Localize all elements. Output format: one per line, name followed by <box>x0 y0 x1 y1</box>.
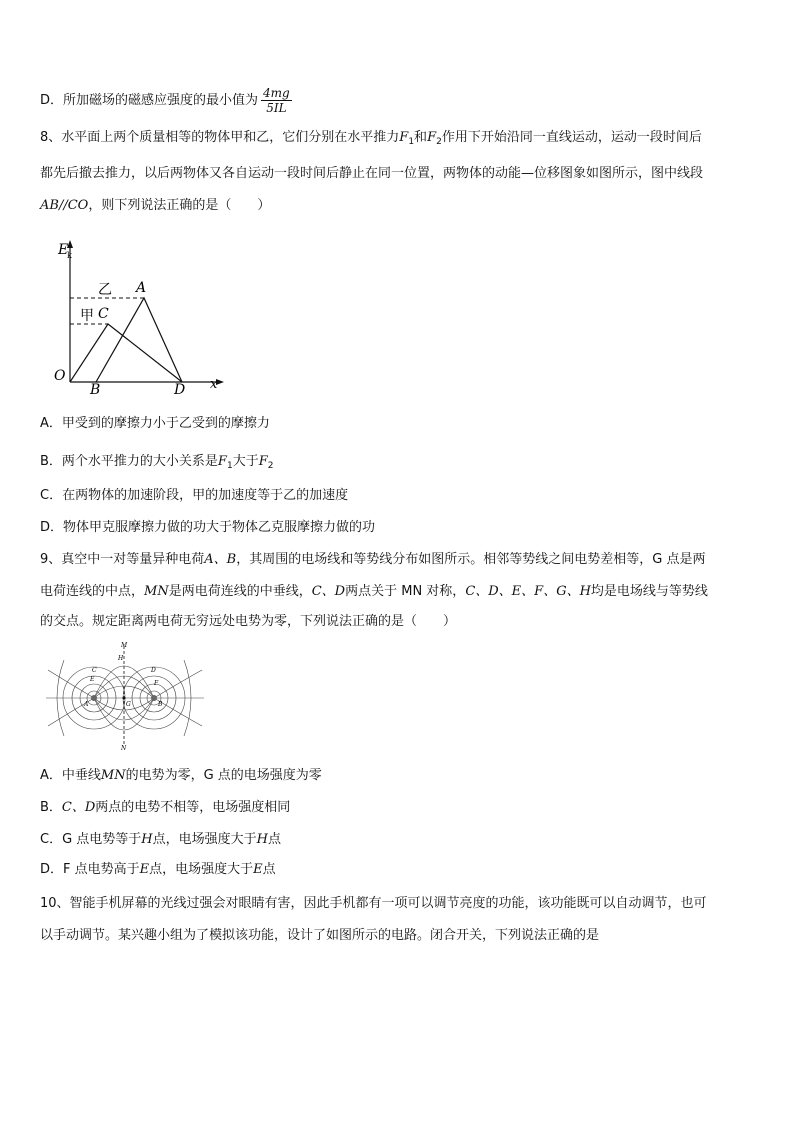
label-d: D <box>151 667 156 674</box>
q9-option-b <box>40 798 290 818</box>
point-d-label: D <box>174 382 186 396</box>
q8-option-d-text: D．物体甲克服摩擦力做的功大于物体乙克服摩擦力做的功 <box>40 520 376 535</box>
q8-stem-line2 <box>40 164 703 184</box>
q7-option-d <box>40 86 292 115</box>
line-yi <box>96 298 182 382</box>
label-jia: 甲 <box>80 308 94 324</box>
q9-stem-text: 是两电荷连线的中垂线， <box>168 584 312 599</box>
line-jia <box>70 324 182 382</box>
q9-cd-symbol: C、D <box>311 584 346 599</box>
label-c: C <box>92 667 97 674</box>
q9-stem-line2 <box>40 582 708 602</box>
q8-stem-text: 8、水平面上两个质量相等的物体甲和乙，它们分别在水平推力 <box>40 130 400 145</box>
q9-charges-symbol: A、B <box>204 552 237 567</box>
q9-option-c-text: 点，电场强度大于 <box>152 832 257 847</box>
q9-stem-text: 9、真空中一对等量异种电荷 <box>40 552 205 567</box>
q9-option-a-text: A．中垂线 <box>40 768 101 783</box>
label-f: F <box>154 680 159 687</box>
q9-mn-symbol: MN <box>100 768 126 783</box>
charge-b <box>151 695 157 701</box>
q9-option-c <box>40 830 281 850</box>
q9-option-d <box>40 860 276 880</box>
origin-label: O <box>54 368 66 384</box>
q9-points-symbol: C、D、E、F、G、H <box>465 584 591 599</box>
force-subscript: 2 <box>267 461 274 471</box>
q9-option-d-text: D．F 点电势高于 <box>40 862 140 877</box>
q9-option-b-text: B． <box>40 800 62 815</box>
q8-and-text: 和 <box>414 130 428 145</box>
q9-h-symbol: H <box>141 832 153 847</box>
q9-e-symbol: E <box>253 862 263 877</box>
charge-a <box>91 695 97 701</box>
q10-stem-text: 以手动调节。某兴趣小组为了模拟该功能，设计了如图所示的电路。闭合开关，下列说法正确的是 <box>40 928 600 943</box>
label-g: G <box>126 701 131 708</box>
q9-mn-symbol: MN <box>144 584 169 599</box>
point-a-label: A <box>136 280 147 296</box>
q8-option-d <box>40 518 375 538</box>
field-line <box>48 670 94 698</box>
q9-option-b-text: 两点的电势不相等，电场强度相同 <box>95 800 291 815</box>
q8-option-b <box>40 452 273 476</box>
q9-stem-text: 均是电场线与等势线 <box>590 584 708 599</box>
q9-h-symbol: H <box>256 832 268 847</box>
q9-stem-line3 <box>40 612 456 632</box>
point-b-label: B <box>90 382 101 396</box>
q9-stem-text: 两点关于 MN 对称， <box>345 584 466 599</box>
y-axis-label-subscript: k <box>67 251 72 260</box>
point-g <box>123 697 126 700</box>
q8-option-b-text: B．两个水平推力的大小关系是 <box>40 454 218 469</box>
q7-fraction-numerator: 4mg <box>263 86 290 100</box>
label-m: M <box>121 642 128 649</box>
force-subscript: 2 <box>436 137 442 147</box>
q9-stem-line1 <box>40 550 705 570</box>
q9-option-c-text: C．G 点电势等于 <box>40 832 142 847</box>
q8-stem-line1 <box>40 128 702 152</box>
kinetic-energy-displacement-graph <box>48 234 238 396</box>
q8-option-b-text: 大于 <box>232 454 259 469</box>
q9-cd-symbol: C、D <box>61 800 96 815</box>
point-c-label: C <box>98 306 109 322</box>
field-line <box>154 670 202 698</box>
label-a: A <box>84 701 89 708</box>
q8-stem-text: 作用下开始沿同一直线运动，运动一段时间后 <box>441 130 702 145</box>
q8-option-a-text: A．甲受到的摩擦力小于乙受到的摩擦力 <box>40 416 270 431</box>
q9-e-symbol: E <box>139 862 150 877</box>
force-symbol: F <box>217 454 227 469</box>
q9-stem-text: 电荷连线的中点， <box>40 584 145 599</box>
q9-option-a <box>40 766 322 786</box>
q10-stem-line2 <box>40 926 599 946</box>
q8-option-c <box>40 486 348 506</box>
q10-stem-text: 10、智能手机屏幕的光线过强会对眼睛有害，因此手机都有一项可以调节亮度的功能，该功能既可以自动调节，也可 <box>40 896 707 911</box>
q9-option-c-text: 点 <box>268 832 282 847</box>
q9-stem-text: 的交点。规定距离两电荷无穷远处电势为零，下列说法正确的是（ ） <box>40 614 457 629</box>
q10-stem-line1 <box>40 894 707 914</box>
q8-stem-line3 <box>40 196 270 216</box>
q8-option-a <box>40 414 270 434</box>
label-e: E <box>90 676 95 683</box>
q9-option-a-text: 的电势为零，G 点的电场强度为零 <box>125 768 322 783</box>
force-subscript: 1 <box>226 461 233 471</box>
electric-field-diagram <box>44 640 206 752</box>
x-axis-label: x <box>210 377 218 392</box>
q8-option-c-text: C．在两物体的加速阶段，甲的加速度等于乙的加速度 <box>40 488 349 503</box>
q9-option-d-text: 点，电场强度大于 <box>149 862 254 877</box>
force-symbol: F <box>258 454 268 469</box>
label-b: B <box>158 701 163 708</box>
label-yi: 乙 <box>98 282 112 298</box>
q8-stem-text: ，则下列说法正确的是（ ） <box>88 198 271 213</box>
force-subscript: 1 <box>408 137 415 147</box>
label-h: H <box>118 655 124 662</box>
y-axis-label: E <box>58 242 69 258</box>
force-symbol: F <box>427 130 437 145</box>
q8-stem-text: 都先后撤去推力，以后两物体又各自运动一段时间后静止在同一位置，两物体的动能—位移图象如图所示，图中线段 <box>40 166 704 181</box>
q8-parallel-expression: AB//CO <box>40 198 89 213</box>
label-n: N <box>121 745 127 752</box>
force-symbol: F <box>399 130 409 145</box>
q7-option-d-text: D．所加磁场的磁感应强度的最小值为 <box>40 93 259 108</box>
q9-option-d-text: 点 <box>262 862 276 877</box>
q9-stem-text: ，其周围的电场线和等势线分布如图所示。相邻等势线之间电势差相等，G 点是两 <box>236 552 706 567</box>
q7-fraction <box>261 86 292 115</box>
q7-fraction-denominator: 5IL <box>266 101 287 115</box>
